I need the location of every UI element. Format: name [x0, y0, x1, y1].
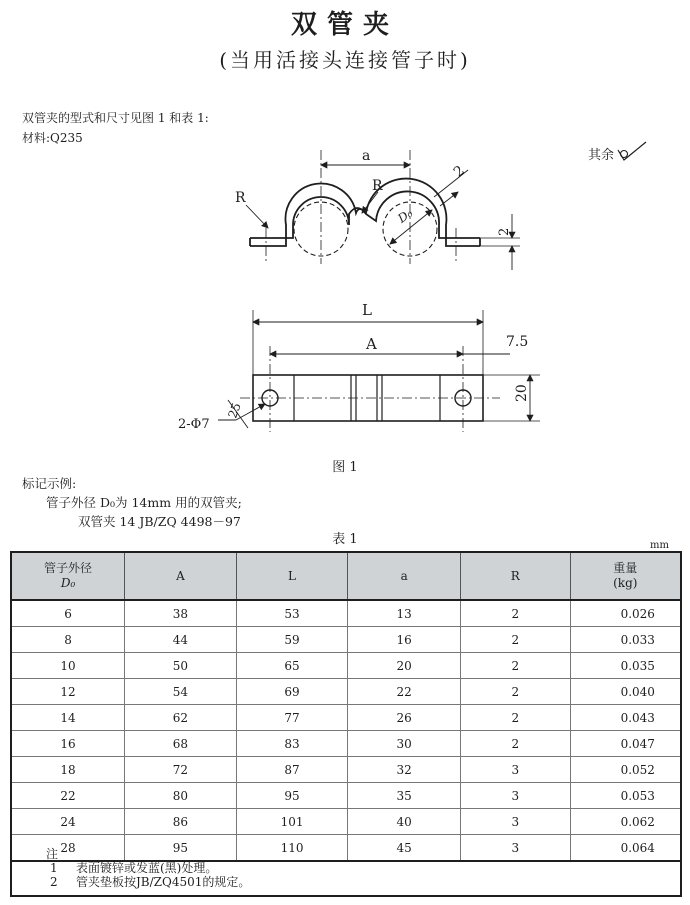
table-cell: 16 — [11, 731, 125, 757]
table-caption: 表 1 — [332, 532, 358, 547]
table-cell: 3 — [460, 809, 570, 835]
table-row — [11, 653, 681, 679]
roughness-note-text: 其余 — [588, 147, 615, 163]
table-cell: 14 — [11, 705, 125, 731]
table-row — [11, 705, 681, 731]
table-cell: 54 — [125, 679, 237, 705]
table-cell: 18 — [11, 757, 125, 783]
table-cell: 6 — [11, 600, 125, 627]
table-cell: 0.040 — [570, 679, 681, 705]
header-pipe-od: 管子外径 D₀ — [11, 552, 125, 600]
table-cell: 2 — [460, 600, 570, 627]
table-cell: 20 — [348, 653, 461, 679]
table-cell: 12 — [11, 679, 125, 705]
table-cell: 30 — [348, 731, 461, 757]
table-cell: 44 — [125, 627, 237, 653]
dim-r-left-label: R — [235, 190, 246, 206]
page-subtitle: (当用活接头连接管子时) — [219, 48, 471, 72]
table-cell: 0.064 — [570, 835, 681, 862]
dim-l-label: L — [362, 301, 372, 319]
header-r: R — [460, 552, 570, 600]
table-cell: 62 — [125, 705, 237, 731]
table-cell: 101 — [236, 809, 348, 835]
table-cell: 95 — [125, 835, 237, 862]
table-unit: mm — [650, 540, 669, 551]
table-cell: 0.033 — [570, 627, 681, 653]
table-cell: 83 — [236, 731, 348, 757]
header-a-upper: A — [125, 552, 237, 600]
table-row — [11, 809, 681, 835]
table-cell: 22 — [11, 783, 125, 809]
table-cell: 0.035 — [570, 653, 681, 679]
table-cell: 2 — [460, 679, 570, 705]
table-cell: 32 — [348, 757, 461, 783]
note-item: 2 管夹垫板按JB/ZQ4501的规定。 — [50, 875, 251, 889]
table-cell: 0.062 — [570, 809, 681, 835]
header-weight: 重量 (kg) — [570, 552, 681, 600]
marking-line-1: 管子外径 D₀为 14mm 用的双管夹; — [46, 495, 242, 510]
table-cell: 2 — [460, 653, 570, 679]
table-cell: 77 — [236, 705, 348, 731]
marking-example — [22, 474, 242, 531]
table-cell: 86 — [125, 809, 237, 835]
table-row — [11, 627, 681, 653]
header-l: L — [236, 552, 348, 600]
table-cell: 53 — [236, 600, 348, 627]
dim-thickness-label: 2 — [450, 162, 468, 181]
table-row — [11, 731, 681, 757]
table-cell: 22 — [348, 679, 461, 705]
table-cell: 2 — [460, 731, 570, 757]
notes-heading: 注 — [46, 847, 59, 861]
table-cell: 0.043 — [570, 705, 681, 731]
dim-r-top-label: R — [372, 178, 383, 194]
table-cell: 8 — [11, 627, 125, 653]
table-cell: 2 — [460, 627, 570, 653]
table-cell: 3 — [460, 757, 570, 783]
table-cell: 38 — [125, 600, 237, 627]
table-cell: 3 — [460, 783, 570, 809]
table-row — [11, 757, 681, 783]
table-cell: 16 — [348, 627, 461, 653]
table-cell: 45 — [348, 835, 461, 862]
dim-a-label: a — [362, 148, 371, 164]
table-cell: 95 — [236, 783, 348, 809]
table-cell: 28 — [11, 835, 125, 862]
dim-edge-offset-label: 7.5 — [506, 334, 529, 350]
marking-heading: 标记示例: — [22, 476, 77, 491]
figure-caption: 图 1 — [332, 460, 358, 475]
table-cell: 80 — [125, 783, 237, 809]
table-cell: 0.052 — [570, 757, 681, 783]
dim-corner-label: 25 — [225, 400, 244, 421]
table-cell: 3 — [460, 835, 570, 862]
dim-width-label: 20 — [514, 384, 530, 402]
table-cell: 50 — [125, 653, 237, 679]
table-notes — [10, 841, 682, 897]
table-cell: 26 — [348, 705, 461, 731]
table-cell: 35 — [348, 783, 461, 809]
dim-side-thickness-label: 2 — [497, 227, 512, 236]
dim-a-upper-label: A — [366, 335, 377, 353]
clamp-front-view — [250, 179, 480, 246]
table-row — [11, 600, 681, 627]
note-item: 1 表面镀锌或发蓝(黑)处理。 — [50, 861, 218, 875]
table-cell: 0.026 — [570, 600, 681, 627]
table-cell: 87 — [236, 757, 348, 783]
intro-line-1: 双管夹的型式和尺寸见图 1 和表 1: — [22, 111, 209, 125]
table-row — [11, 783, 681, 809]
hole-spec-label: 2-Φ7 — [178, 417, 210, 432]
table-cell: 10 — [11, 653, 125, 679]
dim-d0-label: D₀ — [395, 205, 416, 226]
table-header-row — [11, 552, 681, 600]
table-cell: 72 — [125, 757, 237, 783]
table-row — [11, 679, 681, 705]
table-cell: 110 — [236, 835, 348, 862]
marking-line-2: 双管夹 14 JB/ZQ 4498－97 — [78, 514, 241, 529]
intro-line-2: 材料:Q235 — [22, 131, 83, 145]
table-cell: 59 — [236, 627, 348, 653]
table-cell: 0.047 — [570, 731, 681, 757]
table-cell: 69 — [236, 679, 348, 705]
page-title: 双管夹 — [290, 10, 399, 40]
table-cell: 2 — [460, 705, 570, 731]
header-a-lower: a — [348, 552, 461, 600]
table-cell: 24 — [11, 809, 125, 835]
table-cell: 68 — [125, 731, 237, 757]
table-cell: 65 — [236, 653, 348, 679]
table-cell: 0.053 — [570, 783, 681, 809]
table-cell: 40 — [348, 809, 461, 835]
table-cell: 13 — [348, 600, 461, 627]
dimension-table — [10, 551, 682, 862]
